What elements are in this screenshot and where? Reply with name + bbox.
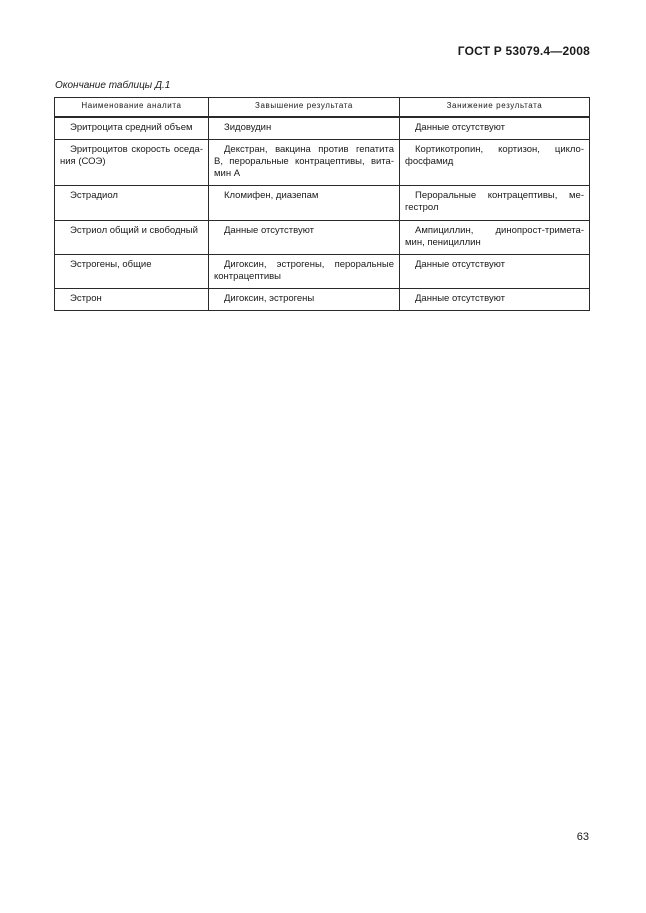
- cell-text-line: Ампициллин, динопрост-тримета-: [415, 224, 584, 236]
- page-number: 63: [576, 831, 589, 843]
- analyte-cell: [55, 186, 209, 220]
- cell-text-line: Эстрогены, общие: [70, 258, 152, 270]
- cell-text-line: фосфамид: [405, 156, 454, 168]
- cell-text-line: Кортикотропин, кортизон, цикло-: [415, 144, 584, 156]
- analyte-cell: [55, 140, 209, 186]
- increase-cell: [209, 186, 400, 220]
- cell-text-line: В, пероральные контрацептивы, вита-: [214, 156, 394, 168]
- table-header-row: [55, 98, 590, 118]
- document-header-standard-code: ГОСТ Р 53079.4—2008: [457, 44, 590, 58]
- table-row: [55, 254, 590, 288]
- cell-text-line: Кломифен, диазепам: [224, 190, 319, 202]
- cell-text-line: Данные отсутствуют: [415, 292, 505, 304]
- cell-text-line: Данные отсутствуют: [224, 224, 314, 236]
- cell-text-line: Эритроцитов скорость оседа-: [70, 144, 203, 156]
- cell-text-line: мин А: [214, 168, 241, 180]
- analyte-interference-table: [54, 97, 590, 311]
- increase-cell: [209, 140, 400, 186]
- column-header-analyte: Наименование аналита: [55, 98, 209, 118]
- cell-text-line: ния (СОЭ): [60, 156, 106, 168]
- cell-text-line: Декстран, вакцина против гепатита: [224, 144, 394, 156]
- table-row: [55, 220, 590, 254]
- cell-text-line: Дигоксин, эстрогены: [224, 292, 315, 304]
- decrease-cell: [400, 117, 590, 140]
- table-caption: Окончание таблицы Д.1: [55, 80, 171, 91]
- increase-cell: [209, 117, 400, 140]
- cell-text-line: Эстрадиол: [70, 190, 118, 202]
- decrease-cell: [400, 140, 590, 186]
- increase-cell: [209, 220, 400, 254]
- increase-cell: [209, 254, 400, 288]
- cell-text-line: Пероральные контрацептивы, ме-: [415, 190, 584, 202]
- table-row: [55, 288, 590, 310]
- cell-text-line: Эритроцита средний объем: [70, 122, 193, 134]
- cell-text-line: гестрол: [405, 202, 439, 214]
- table-row: [55, 186, 590, 220]
- cell-text-line: мин, пенициллин: [405, 236, 481, 248]
- cell-text-line: Эстриол общий и свободный: [70, 224, 198, 236]
- column-header-increase: Завышение результата: [209, 98, 400, 118]
- table-row: [55, 117, 590, 140]
- analyte-cell: [55, 220, 209, 254]
- analyte-cell: [55, 117, 209, 140]
- analyte-cell: [55, 288, 209, 310]
- decrease-cell: [400, 254, 590, 288]
- table-row: [55, 140, 590, 186]
- cell-text-line: Данные отсутствуют: [415, 122, 505, 134]
- analyte-cell: [55, 254, 209, 288]
- cell-text-line: Зидовудин: [224, 122, 272, 134]
- increase-cell: [209, 288, 400, 310]
- table-body: [55, 117, 590, 310]
- decrease-cell: [400, 220, 590, 254]
- column-header-decrease: Занижение результата: [400, 98, 590, 118]
- cell-text-line: Эстрон: [70, 292, 102, 304]
- cell-text-line: контрацептивы: [214, 270, 282, 282]
- cell-text-line: Дигоксин, эстрогены, пероральные: [224, 258, 394, 270]
- decrease-cell: [400, 186, 590, 220]
- cell-text-line: Данные отсутствуют: [415, 258, 505, 270]
- decrease-cell: [400, 288, 590, 310]
